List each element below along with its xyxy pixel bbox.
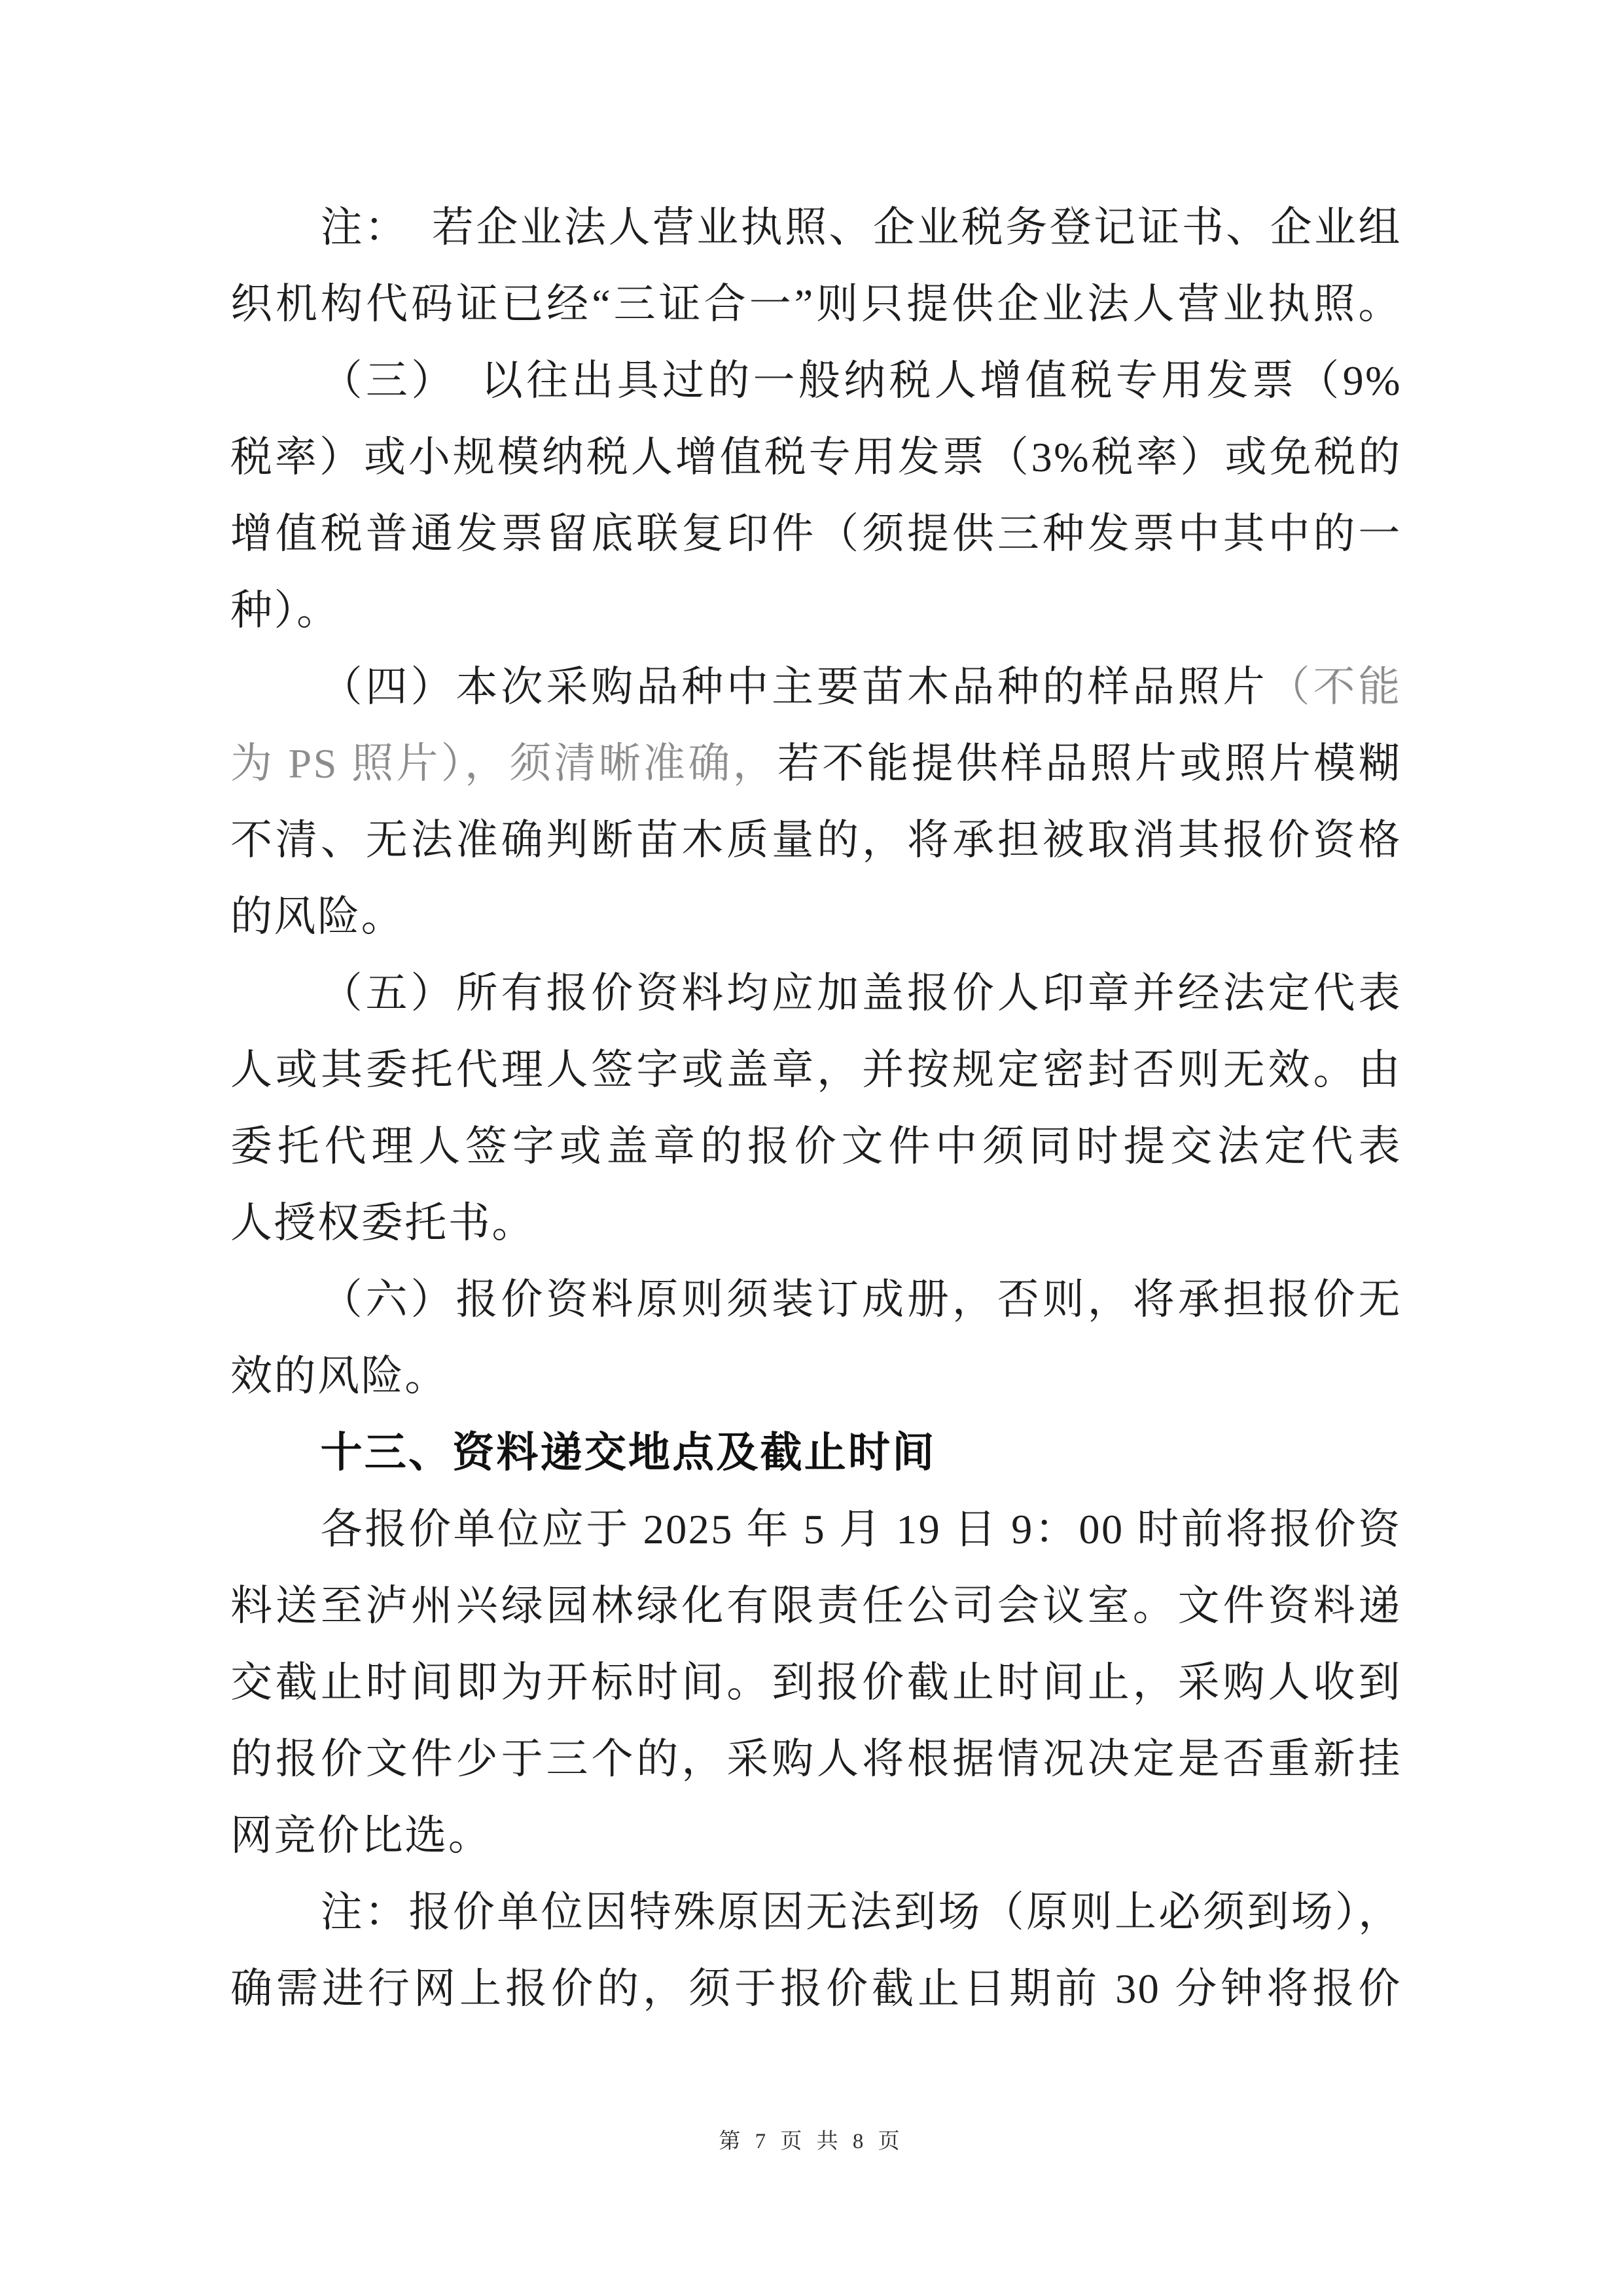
line-text: 效的风险。 xyxy=(230,1353,448,1399)
document-body xyxy=(230,189,1402,2027)
line-text: 注：报价单位因特殊原因无法到场（原则上必须到场）， xyxy=(320,1889,1402,1935)
text-line xyxy=(230,1491,1402,1568)
line-text: 网竞价比选。 xyxy=(230,1812,492,1859)
text-line xyxy=(230,1950,1402,2027)
line-text: 种）。 xyxy=(230,587,340,634)
line-text: （六）报价资料原则须装订成册，否则，将承担报价无 xyxy=(320,1276,1402,1323)
text-line xyxy=(230,1031,1402,1108)
line-text: 委托代理人签字或盖章的报价文件中须同时提交法定代表 xyxy=(230,1123,1402,1170)
text-line xyxy=(230,878,1402,955)
line-text: 增值税普通发票留底联复印件（须提供三种发票中其中的一 xyxy=(230,511,1402,557)
text-line xyxy=(230,342,1402,419)
line-text-muted: （不能 xyxy=(1268,664,1402,710)
text-line xyxy=(230,419,1402,495)
line-text: 若不能提供样品照片或照片模糊 xyxy=(777,740,1402,787)
line-text: 注： 若企业法人营业执照、企业税务登记证书、企业组 xyxy=(320,204,1402,251)
text-line xyxy=(230,1644,1402,1721)
text-line xyxy=(230,1797,1402,1874)
text-line xyxy=(230,1338,1402,1414)
text-line xyxy=(230,495,1402,572)
text-line xyxy=(230,1721,1402,1797)
line-text: （四）本次采购品种中主要苗木品种的样品照片 xyxy=(320,664,1268,710)
line-text: 人授权委托书。 xyxy=(230,1200,535,1246)
text-line xyxy=(230,1261,1402,1338)
text-line xyxy=(230,572,1402,649)
line-text: 税率）或小规模纳税人增值税专用发票（3%税率）或免税的 xyxy=(230,434,1402,480)
text-line xyxy=(230,802,1402,878)
text-line xyxy=(230,725,1402,802)
line-text: 不清、无法准确判断苗木质量的，将承担被取消其报价资格 xyxy=(230,817,1402,863)
section-heading-text: 十三、资料递交地点及截止时间 xyxy=(320,1429,936,1476)
line-text: （三） 以往出具过的一般纳税人增值税专用发票（9% xyxy=(320,357,1402,404)
line-text: （五）所有报价资料均应加盖报价人印章并经法定代表 xyxy=(320,970,1402,1016)
line-text: 各报价单位应于 2025 年 5 月 19 日 9：00 时前将报价资 xyxy=(320,1506,1402,1552)
line-text: 确需进行网上报价的，须于报价截止日期前 30 分钟将报价 xyxy=(230,1965,1402,2012)
line-text: 的风险。 xyxy=(230,893,405,940)
line-text-muted: 为 PS 照片），须清晰准确， xyxy=(230,740,777,787)
line-text: 的报价文件少于三个的，采购人将根据情况决定是否重新挂 xyxy=(230,1736,1402,1782)
text-line xyxy=(230,1568,1402,1644)
text-line xyxy=(230,649,1402,725)
text-line xyxy=(230,189,1402,266)
line-text: 交截止时间即为开标时间。到报价截止时间止，采购人收到 xyxy=(230,1659,1402,1706)
section-heading xyxy=(230,1414,1402,1491)
page-number-text: 第 7 页 共 8 页 xyxy=(719,2130,904,2153)
text-line xyxy=(230,1108,1402,1185)
page-footer xyxy=(0,2122,1623,2161)
line-text: 料送至泸州兴绿园林绿化有限责任公司会议室。文件资料递 xyxy=(230,1583,1402,1629)
text-line xyxy=(230,955,1402,1031)
text-line xyxy=(230,1874,1402,1950)
text-line xyxy=(230,1185,1402,1261)
line-text: 人或其委托代理人签字或盖章，并按规定密封否则无效。由 xyxy=(230,1047,1402,1093)
text-line xyxy=(230,266,1402,342)
line-text: 织机构代码证已经“三证合一”则只提供企业法人营业执照。 xyxy=(230,281,1402,327)
